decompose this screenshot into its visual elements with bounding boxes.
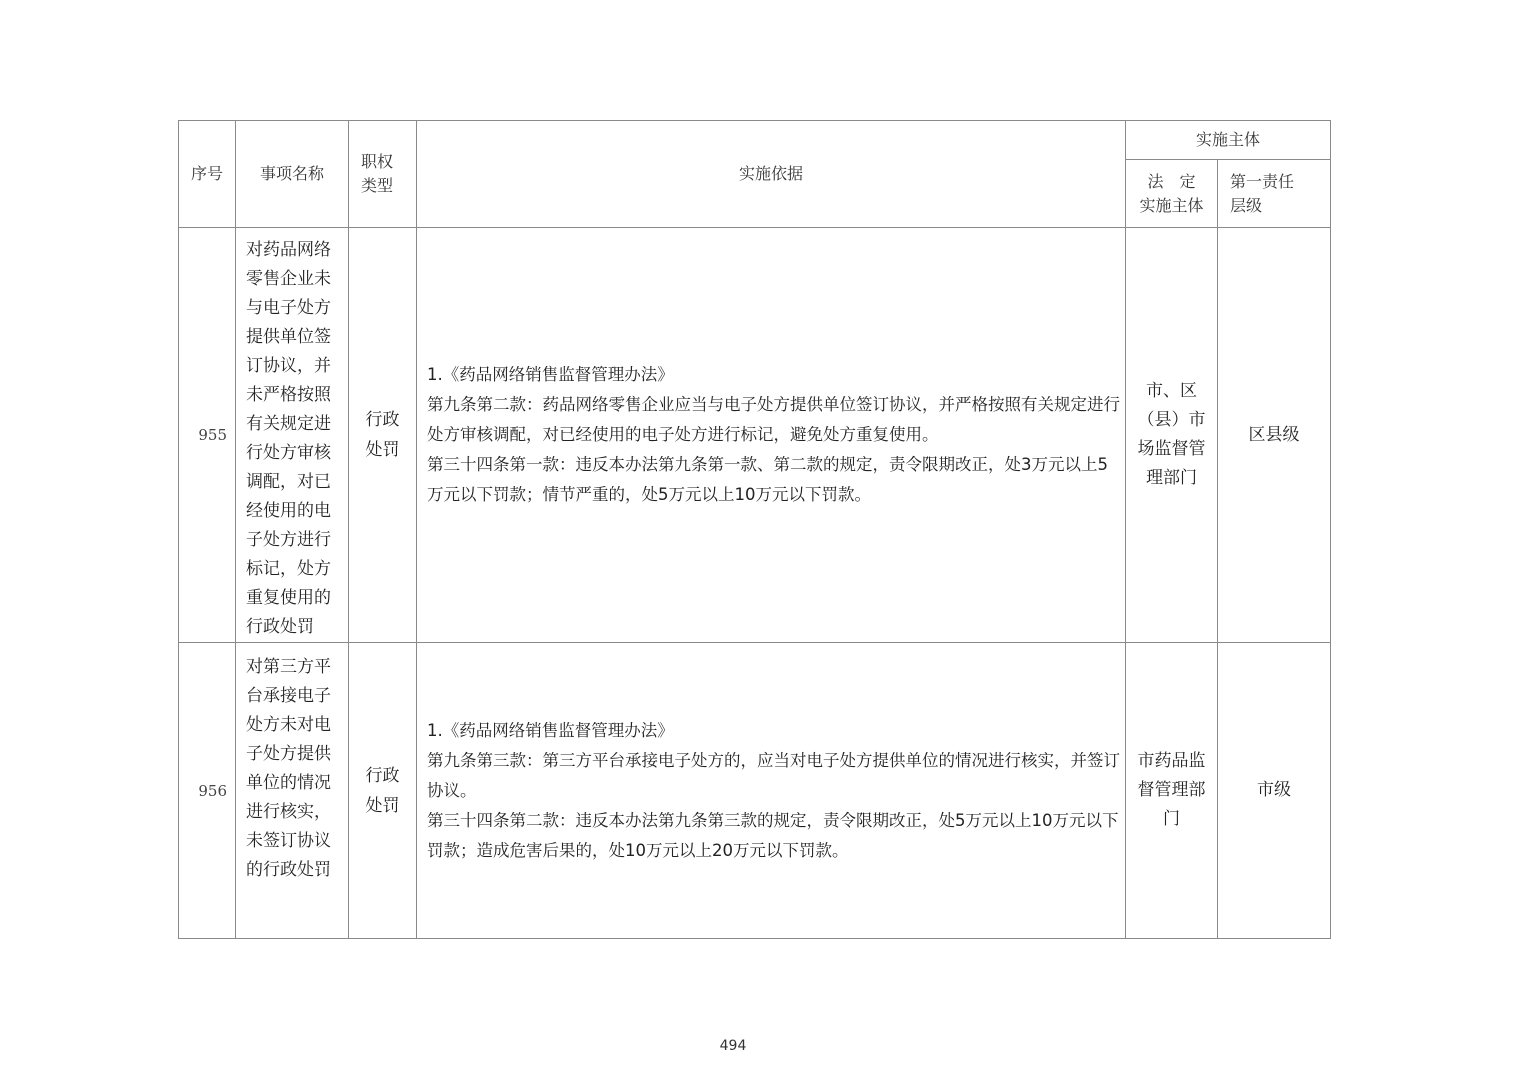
row-power-type-line2: 处罚 bbox=[365, 795, 400, 816]
header-legal-subject-line2: 实施主体 bbox=[1139, 195, 1204, 215]
row-power-type-line1: 行政 bbox=[365, 765, 400, 786]
row-power-type bbox=[349, 228, 417, 643]
header-first-level-line2: 层级 bbox=[1230, 195, 1263, 215]
row-power-type-line2: 处罚 bbox=[365, 440, 400, 460]
row-seq: 955 bbox=[179, 228, 236, 643]
basis-law-title: 1.《药品网络销售监督管理办法》 bbox=[427, 365, 674, 384]
basis-law-title: 1.《药品网络销售监督管理办法》 bbox=[427, 720, 674, 740]
row-basis bbox=[417, 228, 1126, 643]
row-seq: 956 bbox=[179, 643, 236, 939]
row-first-level: 市级 bbox=[1218, 643, 1331, 939]
basis-article: 第九条第二款：药品网络零售企业应当与电子处方提供单位签订协议，并严格按照有关规定进行处方审核调配，对已经使用的电子处方进行标记，避免处方重复使用。 bbox=[427, 395, 1120, 444]
row-first-level: 区县级 bbox=[1218, 228, 1331, 643]
row-legal-subject: 市、区（县）市场监督管理部门 bbox=[1126, 228, 1218, 643]
table-header-row bbox=[179, 121, 1331, 160]
row-power-type-line1: 行政 bbox=[365, 410, 400, 430]
basis-penalty-article: 第三十四条第一款：违反本办法第九条第一款、第二款的规定，责令限期改正，处3万元以上5万元以下罚款；情节严重的，处5万元以上10万元以下罚款。 bbox=[427, 455, 1108, 504]
row-legal-subject: 市药品监督管理部门 bbox=[1126, 643, 1218, 939]
header-power-type bbox=[349, 121, 417, 228]
row-basis bbox=[417, 643, 1126, 939]
row-item-name: 对药品网络零售企业未与电子处方提供单位签订协议，并未严格按照有关规定进行处方审核调配，对已经使用的电子处方进行标记，处方重复使用的行政处罚 bbox=[236, 228, 349, 643]
basis-article: 第九条第三款：第三方平台承接电子处方的，应当对电子处方提供单位的情况进行核实，并签订协议。 bbox=[427, 750, 1120, 800]
table-row bbox=[179, 228, 1331, 643]
page-number: 494 bbox=[719, 1038, 747, 1054]
header-subject-group: 实施主体 bbox=[1126, 121, 1331, 160]
row-item-name: 对第三方平台承接电子处方未对电子处方提供单位的情况进行核实，未签订协议的行政处罚 bbox=[236, 643, 349, 939]
header-first-level bbox=[1218, 160, 1331, 228]
header-legal-subject bbox=[1126, 160, 1218, 228]
header-item-name: 事项名称 bbox=[236, 121, 349, 228]
header-power-type-line2: 类型 bbox=[361, 176, 394, 195]
row-power-type bbox=[349, 643, 417, 939]
header-basis: 实施依据 bbox=[417, 121, 1126, 228]
enforcement-items-table bbox=[178, 120, 1331, 939]
header-first-level-line1: 第一责任 bbox=[1230, 171, 1295, 191]
table-row bbox=[179, 643, 1331, 939]
header-seq: 序号 bbox=[179, 121, 236, 228]
header-power-type-line1: 职权 bbox=[361, 152, 394, 171]
basis-penalty-article: 第三十四条第二款：违反本办法第九条第三款的规定，责令限期改正，处5万元以上10万元以下罚款；造成危害后果的，处10万元以上20万元以下罚款。 bbox=[427, 810, 1119, 860]
header-legal-subject-line1: 法 定 bbox=[1147, 171, 1196, 191]
